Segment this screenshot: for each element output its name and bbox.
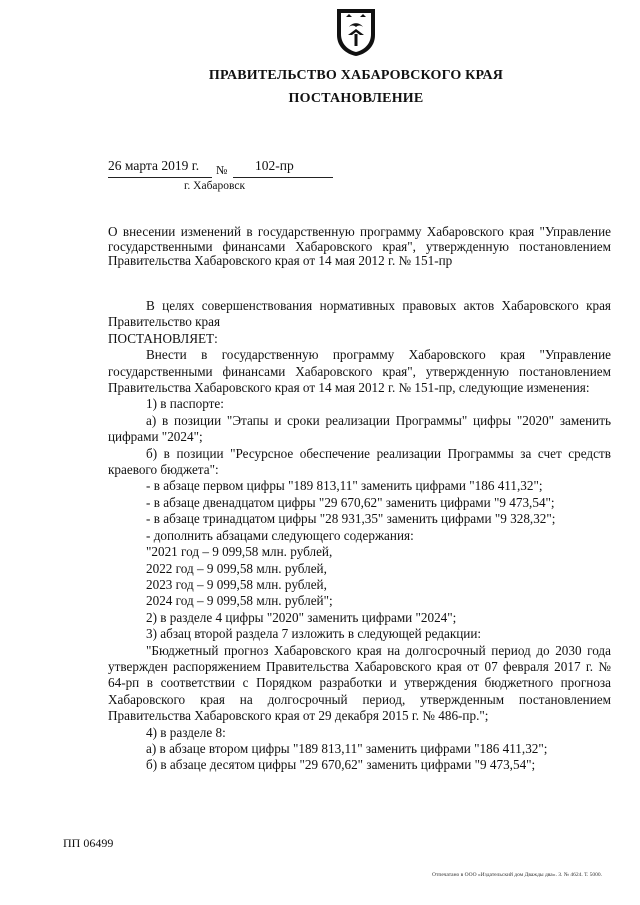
number-sign: №	[216, 163, 228, 177]
year-2022: 2022 год – 9 099,58 млн. рублей,	[146, 560, 327, 576]
item-2: 2) в разделе 4 цифры "2020" заменить цифрами "2024";	[146, 609, 457, 625]
item-3-quote: "Бюджетный прогноз Хабаровского края на долгосрочный период до 2030 года утвержден распоряжением Правительства Хабаровского края от 07 февраля 2017 г. № 64-рп в соответствии с Порядком разработки и утверждения бюджетного прогноза Хабаровского края на долгосрочный период, утвержденным постановлением Правительства Хабаровского края от 29 декабря 2015 г. № 486-пр.";	[108, 642, 611, 724]
document-type-heading: ПОСТАНОВЛЕНИЕ	[288, 91, 424, 106]
document-code: ПП 06499	[63, 836, 114, 850]
coat-of-arms-icon	[334, 5, 378, 57]
item-1: 1) в паспорте:	[146, 396, 224, 412]
date-underline	[108, 177, 212, 178]
document-city: г. Хабаровск	[184, 180, 246, 192]
item-3: 3) абзац второй раздела 7 изложить в следующей редакции:	[146, 626, 482, 642]
item-4a: а) в абзаце втором цифры "189 813,11" заменить цифрами "186 411,32";	[146, 740, 548, 756]
year-2023: 2023 год – 9 099,58 млн. рублей,	[146, 576, 327, 592]
print-imprint: Отпечатано в ООО «Издательский дом Дважды два». З. № 4624. Т. 5000.	[432, 872, 603, 878]
item-1b-thirteenth: - в абзаце тринадцатом цифры "28 931,35" заменить цифрами "9 328,32";	[146, 511, 556, 527]
document-number: 102-пр	[255, 158, 294, 173]
item-4: 4) в разделе 8:	[146, 724, 226, 740]
number-underline	[233, 177, 333, 178]
item-1a: а) в позиции "Этапы и сроки реализации Программы" цифры "2020" заменить цифрами "2024";	[108, 412, 611, 445]
document-body	[108, 298, 611, 774]
item-4b: б) в абзаце десятом цифры "29 670,62" заменить цифрами "9 473,54";	[146, 757, 536, 773]
document-date: 26 марта 2019 г.	[108, 158, 200, 173]
government-heading: ПРАВИТЕЛЬСТВО ХАБАРОВСКОГО КРАЯ	[208, 68, 504, 83]
item-1b-twelfth: - в абзаце двенадцатом цифры "29 670,62" заменить цифрами "9 473,54";	[146, 494, 555, 510]
resolves-word: ПОСТАНОВЛЯЕТ:	[108, 330, 218, 346]
intro-paragraph: Внести в государственную программу Хабаровского края "Управление государственными финансами Хабаровского края", утвержденную постановлением Правительства Хабаровского края от 14 мая 2012 г. № 151-пр, следующие изменения:	[108, 347, 611, 396]
item-1b-supplement: - дополнить абзацами следующего содержания:	[146, 527, 414, 543]
item-1b-first: - в абзаце первом цифры "189 813,11" заменить цифрами "186 411,32";	[146, 478, 543, 494]
year-2024: 2024 год – 9 099,58 млн. рублей";	[146, 593, 333, 609]
year-2021: "2021 год – 9 099,58 млн. рублей,	[146, 544, 333, 560]
document-title: О внесении изменений в государственную программу Хабаровского края "Управление государственными финансами Хабаровского края", утвержденную постановлением Правительства Хабаровского края от 14 мая 2012 г. № 151-пр	[108, 224, 611, 268]
preamble: В целях совершенствования нормативных правовых актов Хабаровского края Правительство края	[108, 298, 611, 330]
item-1b: б) в позиции "Ресурсное обеспечение реализации Программы за счет средств краевого бюджета":	[108, 445, 611, 478]
